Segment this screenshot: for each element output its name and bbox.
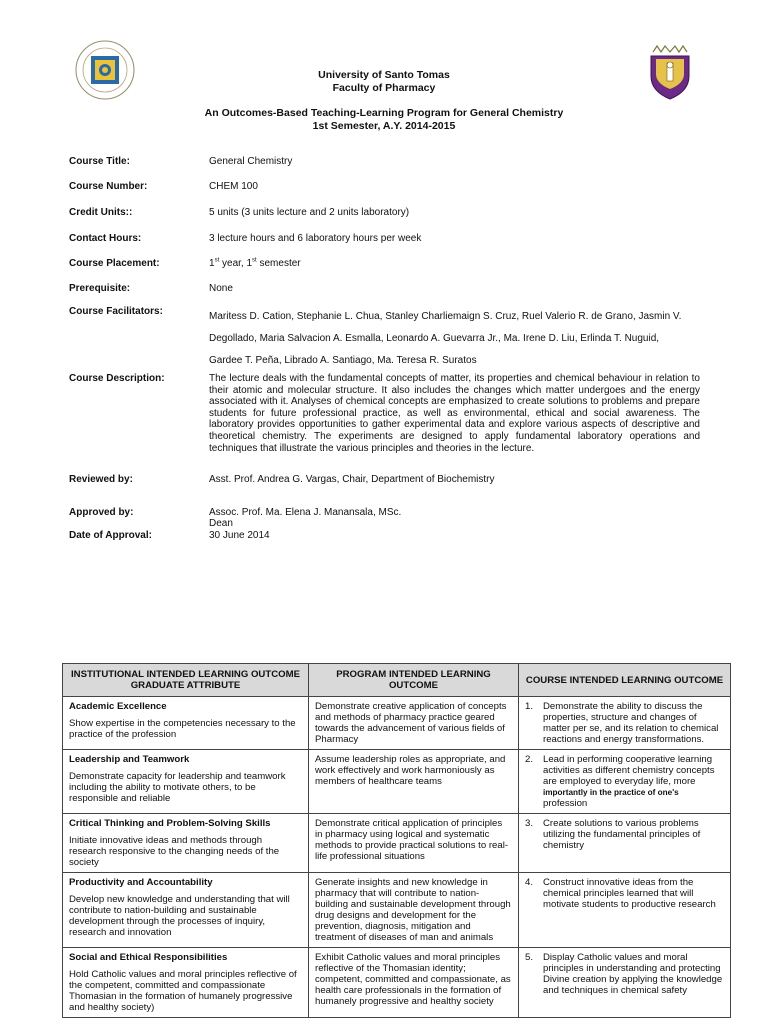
outcome-text: Create solutions to various problems utilizing the fundamental principles of chemistry	[543, 818, 701, 851]
outcome-text: Demonstrate the ability to discuss the properties, structure and changes of matter per se, and its relation to chemical reactions and energy transformations.	[543, 701, 719, 745]
approved-by-label: Approved by:	[69, 507, 134, 518]
semester-title: 1st Semester, A.Y. 2014-2015	[312, 120, 456, 132]
outcome-number: 2.	[525, 754, 534, 765]
attribute-title: Critical Thinking and Problem-Solving Skills	[69, 818, 271, 829]
approval-date-label: Date of Approval:	[69, 530, 152, 541]
contact-hours-value: 3 lecture hours and 6 laboratory hours per week	[209, 233, 422, 244]
table-row	[63, 948, 731, 1018]
reviewed-by-label: Reviewed by:	[69, 474, 133, 485]
facilitators-line: Degollado, Maria Salvacion A. Esmalla, Leonardo A. Guevarra Jr., Ma. Irene D. Liu, Erlinda T. Nuguid,	[209, 333, 660, 344]
contact-hours-label: Contact Hours:	[69, 233, 142, 244]
approver-title: Dean	[209, 518, 233, 529]
program-outcome-cell: Demonstrate critical application of principles in pharmacy using logical and systematic methods to provide practical solutions to real-life professional situations	[309, 814, 519, 873]
attribute-title: Leadership and Teamwork	[69, 754, 190, 765]
program-outcome-cell: Demonstrate creative application of concepts and methods of pharmacy practice geared towards the advancement of various fields of Pharmacy	[309, 697, 519, 750]
course-outcome-cell	[519, 873, 731, 948]
table-row	[63, 750, 731, 814]
outcome-text: Lead in performing cooperative learning activities as different chemistry concepts are employed to everyday life, more	[543, 754, 715, 787]
course-description-value: The lecture deals with the fundamental concepts of matter, its properties and chemical behaviour in relation to their atomic and molecular structure. It also includes the changes which matter undergoes and the energy associated with it. Analyses of chemical concepts are emphasized to create solutions to problems and prepare students for future professional practice, as well as environmental, ethical and social awareness. The laboratory provides opportunities to gather experimental data and explore various aspects of descriptive and theoretical chemistry. The experiments are designed to apply fundamental laboratory operations and techniques that illustrate the various principles and theories in the lecture.	[209, 373, 700, 454]
col-header-course: COURSE INTENDED LEARNING OUTCOME	[519, 664, 731, 697]
reviewed-by-value: Asst. Prof. Andrea G. Vargas, Chair, Department of Biochemistry	[209, 474, 495, 485]
attribute-title: Productivity and Accountability	[69, 877, 213, 888]
facilitators-value	[209, 306, 700, 372]
attribute-text: Develop new knowledge and understanding that will contribute to nation-building and sustainable development through the processes of inquiry, research and innovation	[69, 894, 290, 938]
program-outcome-cell: Assume leadership roles as appropriate, and work effectively and work harmoniously as members of healthcare teams	[309, 750, 519, 814]
program-outcome-cell: Exhibit Catholic values and moral principles reflective of the Thomasian identity; competent, committed and compassionate, as health care professionals in the formation of humanely progressive and healthy society	[309, 948, 519, 1018]
course-title-value: General Chemistry	[209, 156, 293, 167]
table-row	[63, 697, 731, 750]
course-placement-value: 1st year, 1st semester	[209, 257, 301, 269]
outcome-number: 4.	[525, 877, 534, 888]
credit-units-value: 5 units (3 units lecture and 2 units laboratory)	[209, 207, 410, 218]
attribute-text: Hold Catholic values and moral principles reflective of the competent, committed and compassionate Thomasian in the formation of humanely progressive and healthy society)	[69, 969, 297, 1013]
facilitators-label: Course Facilitators:	[69, 306, 163, 317]
faculty-name: Faculty of Pharmacy	[332, 82, 436, 94]
course-number-label: Course Number:	[69, 181, 148, 192]
outcome-text: Display Catholic values and moral principles in understanding and protecting Divine creation by applying the knowledge and techniques in chemical safety	[543, 952, 723, 996]
attribute-text: Demonstrate capacity for leadership and teamwork including the ability to motivate others, to be responsible and reliable	[69, 771, 286, 804]
course-outcome-cell	[519, 697, 731, 750]
attribute-title: Academic Excellence	[69, 701, 167, 712]
outcome-text: Construct innovative ideas from the chemical principles learned that will motivate students to productive research	[543, 877, 716, 910]
attribute-title: Social and Ethical Responsibilities	[69, 952, 228, 963]
attribute-text: Show expertise in the competencies necessary to the practice of the profession	[69, 718, 296, 740]
course-number-value: CHEM 100	[209, 181, 258, 192]
graduate-attribute-cell	[63, 948, 309, 1018]
outcome-number: 5.	[525, 952, 534, 963]
program-outcome-cell: Generate insights and new knowledge in pharmacy that will contribute to nation-building and sustainable development through drug designs and development for the prevention, diagnosis, mitigation and treatment of diseases of man and animals	[309, 873, 519, 948]
course-title-label: Course Title:	[69, 156, 130, 167]
course-outcome-cell	[519, 814, 731, 873]
table-row	[63, 873, 731, 948]
col-header-program: PROGRAM INTENDED LEARNING OUTCOME	[309, 664, 519, 697]
learning-outcomes-table	[62, 663, 731, 1018]
outcome-text-emphasis: importantly in the practice of one's	[543, 788, 679, 797]
graduate-attribute-cell	[63, 750, 309, 814]
prerequisite-label: Prerequisite:	[69, 283, 131, 294]
outcome-number: 1.	[525, 701, 534, 712]
outcome-text-tail: profession	[543, 798, 588, 809]
approved-by-value	[209, 507, 700, 529]
course-outcome-cell	[519, 750, 731, 814]
facilitators-line: Maritess D. Cation, Stephanie L. Chua, Stanley Charliemaign S. Cruz, Ruel Valerio R. de Grano, Jasmin V.	[209, 311, 682, 322]
table-row	[63, 814, 731, 873]
program-title: An Outcomes-Based Teaching-Learning Program for General Chemistry	[204, 107, 564, 119]
graduate-attribute-cell	[63, 873, 309, 948]
course-outcome-cell	[519, 948, 731, 1018]
document-header	[0, 69, 768, 133]
approver-name: Assoc. Prof. Ma. Elena J. Manansala, MSc.	[209, 507, 402, 518]
attribute-text: Initiate innovative ideas and methods through research responsive to the changing needs of the society	[69, 835, 280, 868]
graduate-attribute-cell	[63, 814, 309, 873]
prerequisite-value: None	[209, 283, 233, 294]
facilitators-line: Gardee T. Peña, Librado A. Santiago, Ma. Teresa R. Suratos	[209, 355, 477, 366]
credit-units-label: Credit Units::	[69, 207, 133, 218]
course-placement-label: Course Placement:	[69, 258, 160, 269]
approval-date-value: 30 June 2014	[209, 530, 270, 541]
course-description-label: Course Description:	[69, 373, 165, 384]
col-header-institutional: INSTITUTIONAL INTENDED LEARNING OUTCOME GRADUATE ATTRIBUTE	[63, 664, 309, 697]
table-header-row	[63, 664, 731, 697]
university-name: University of Santo Tomas	[318, 69, 450, 81]
graduate-attribute-cell	[63, 697, 309, 750]
outcome-number: 3.	[525, 818, 534, 829]
